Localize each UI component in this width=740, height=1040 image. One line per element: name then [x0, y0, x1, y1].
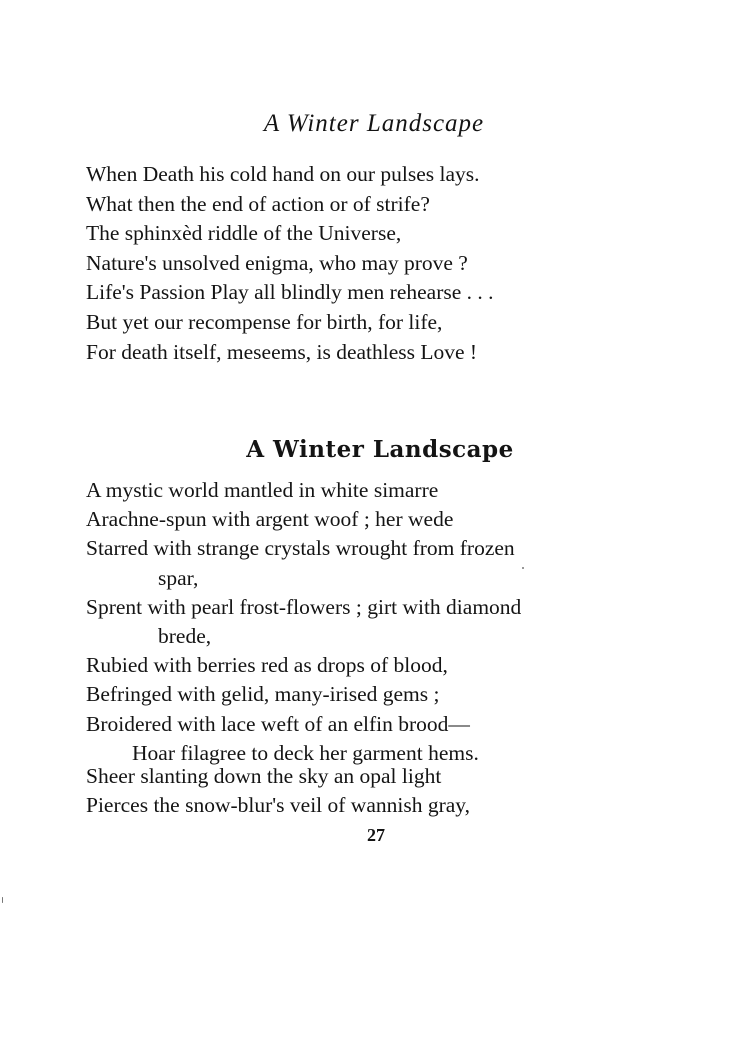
verse-line: Arachne-spun with argent woof ; her wede: [86, 507, 454, 532]
verse-line: Sprent with pearl frost-flowers ; girt with diamond: [86, 594, 522, 619]
verse-line: The sphinxèd riddle of the Universe,: [86, 221, 402, 246]
verse-line: Starred with strange crystals wrought from frozen: [86, 536, 515, 561]
verse-line-indented: Hoar filagree to deck her garment hems.: [132, 740, 479, 765]
verse-line: A mystic world mantled in white simarre: [86, 478, 439, 502]
verse-line-turnover: brede,: [158, 623, 212, 648]
verse-line: Sheer slanting down the sky an opal light: [86, 764, 442, 788]
stanza-first: [86, 476, 686, 768]
verse-line: Broidered with lace weft of an elfin brood—: [86, 711, 470, 736]
poem-title: A Winter Landscape: [246, 436, 514, 463]
verse-line: For death itself, meseems, is deathless Love !: [86, 339, 478, 364]
verse-line: Befringed with gelid, many-irised gems ;: [86, 682, 440, 707]
verse-line: What then the end of action or of strife?: [86, 191, 430, 216]
paper-speck: [522, 567, 524, 569]
verse-line-turnover: spar,: [158, 565, 199, 590]
verse-line: Nature's unsolved enigma, who may prove ?: [86, 250, 468, 275]
verse-line: Pierces the snow-blur's veil of wannish gray,: [86, 793, 471, 817]
verse-line: Life's Passion Play all blindly men rehearse . . .: [86, 280, 494, 305]
paper-speck: [2, 897, 3, 903]
verse-line: When Death his cold hand on our pulses lays.: [86, 162, 480, 186]
running-head: A Winter Landscape: [263, 110, 485, 137]
stanza-previous-poem: [86, 160, 686, 367]
stanza-second: [86, 762, 686, 820]
page-number: 27: [367, 825, 385, 845]
verse-line: But yet our recompense for birth, for life,: [86, 309, 443, 334]
verse-line: Rubied with berries red as drops of blood,: [86, 653, 448, 678]
